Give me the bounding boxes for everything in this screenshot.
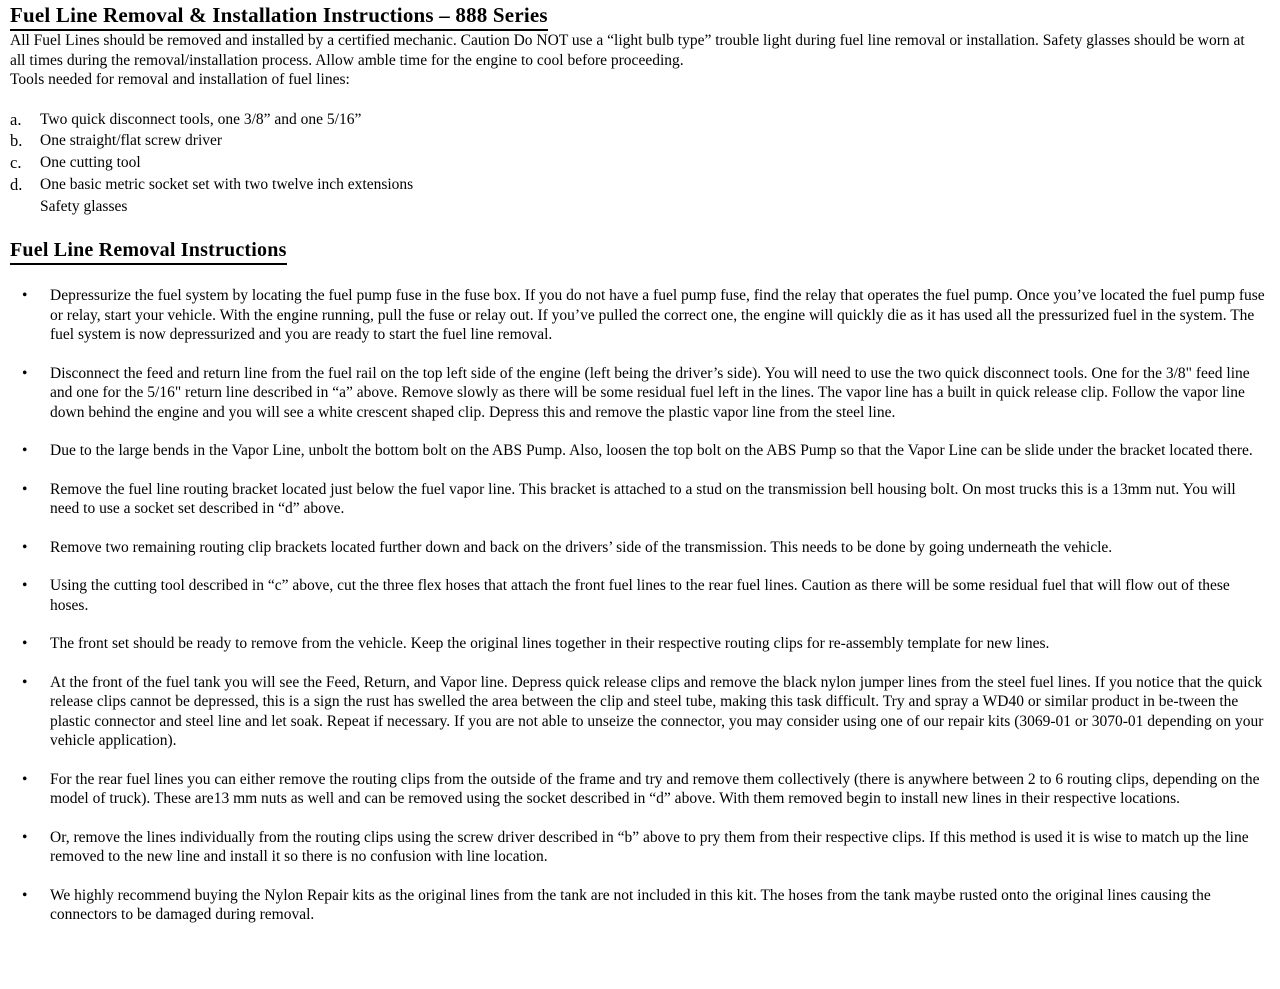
tools-list	[10, 109, 1268, 218]
intro-paragraph: All Fuel Lines should be removed and installed by a certified mechanic. Caution Do NOT use a “light bulb type” trouble light during fuel line removal or installation. Safety glasses should be worn at all times during the removal/installation process. Allow amble time for the engine to cool before proceeding.	[10, 32, 1245, 69]
removal-steps-list	[10, 286, 1268, 925]
removal-step: • Depressurize the fuel system by locating the fuel pump fuse in the fuse box. If you do not have a fuel pump fuse, find the relay that operates the fuel pump. Once you’ve located the fuel pump fuse or relay, start your vehicle. With the engine running, pull the fuse or relay out. If you’ve pulled the correct one, the engine will quickly die as it has used all the pressurized fuel in the system. The fuel system is now depressurized and you are ready to start the fuel line removal.	[20, 286, 1266, 345]
removal-step: • At the front of the fuel tank you will see the Feed, Return, and Vapor line. Depress quick release clips and remove the black nylon jumper lines from the steel fuel lines. If you notice that the quick release clips cannot be depressed, this is a sign the rust has swelled the area between the clip and steel tube, making this task difficult. Try and spray a WD40 or similar product in be-tween the plastic connector and steel line and let soak. Repeat if necessary. If you are not able to unseize the connector, you may consider using one of our repair kits (3069-01 or 3070-01 depending on your vehicle application).	[20, 673, 1266, 751]
list-marker	[10, 196, 40, 218]
removal-step: • For the rear fuel lines you can either remove the routing clips from the outside of the frame and try and remove them collectively (there is anywhere between 2 to 6 routing clips, depending on the model of truck). These are13 mm nuts as well and can be removed using the socket described in “d” above. With them removed begin to install new lines in their respective locations.	[20, 770, 1266, 809]
list-item-text: One cutting tool	[40, 154, 141, 172]
list-item-text: One straight/flat screw driver	[40, 132, 223, 150]
list-marker: d.	[10, 174, 23, 194]
removal-step: • Due to the large bends in the Vapor Line, unbolt the bottom bolt on the ABS Pump. Also, loosen the top bolt on the ABS Pump so that the Vapor Line can be slide under the bracket located there.	[20, 441, 1266, 461]
removal-step: • We highly recommend buying the Nylon Repair kits as the original lines from the tank are not included in this kit. The hoses from the tank maybe rusted onto the original lines causing the connectors to be damaged during removal.	[20, 886, 1266, 925]
removal-step: • The front set should be ready to remove from the vehicle. Keep the original lines together in their respective routing clips for re-assembly template for new lines.	[20, 634, 1266, 654]
list-item-text: One basic metric socket set with two twelve inch extensions	[40, 175, 414, 193]
removal-step: • Remove the fuel line routing bracket located just below the fuel vapor line. This bracket is attached to a stud on the transmission bell housing bolt. On most trucks this is a 13mm nut. You will need to use a socket set described in “d” above.	[20, 480, 1266, 519]
page-title: Fuel Line Removal & Installation Instructions – 888 Series	[10, 3, 548, 31]
list-marker: b.	[10, 131, 23, 151]
list-item	[10, 196, 1268, 218]
removal-step: • Disconnect the feed and return line from the fuel rail on the top left side of the engine (left being the driver’s side). You will need to use the two quick disconnect tools. One for the 3/8" feed line and one for the 5/16" return line described in “a” above. Remove slowly as there will be some residual fuel left in the lines. The vapor line has a built in quick release clip. Follow the vapor line down behind the engine and you will see a white crescent shaped clip. Depress this and remove the plastic vapor line from the steel line.	[20, 364, 1266, 423]
list-item	[10, 174, 1268, 196]
section-title: Fuel Line Removal Instructions	[10, 239, 287, 265]
removal-step: • Using the cutting tool described in “c” above, cut the three flex hoses that attach the front fuel lines to the rear fuel lines. Caution as there will be some residual fuel that will flow out of these hoses.	[20, 576, 1266, 615]
list-marker: c.	[10, 153, 22, 173]
removal-step: • Or, remove the lines individually from the routing clips using the screw driver described in “b” above to pry them from their respective clips. If this method is used it is wise to match up the line removed to the new line and install it so there is no confusion with line location.	[20, 828, 1266, 867]
list-item	[10, 152, 1268, 174]
list-item	[10, 109, 1268, 131]
list-item	[10, 130, 1268, 152]
removal-step: • Remove two remaining routing clip brackets located further down and back on the drivers’ side of the transmission. This needs to be done by going underneath the vehicle.	[20, 538, 1266, 558]
list-marker: a.	[10, 109, 22, 129]
list-item-text: Safety glasses	[40, 197, 128, 215]
tools-intro: Tools needed for removal and installation of fuel lines:	[10, 71, 350, 88]
list-item-text: Two quick disconnect tools, one 3/8” and one 5/16”	[40, 110, 362, 128]
